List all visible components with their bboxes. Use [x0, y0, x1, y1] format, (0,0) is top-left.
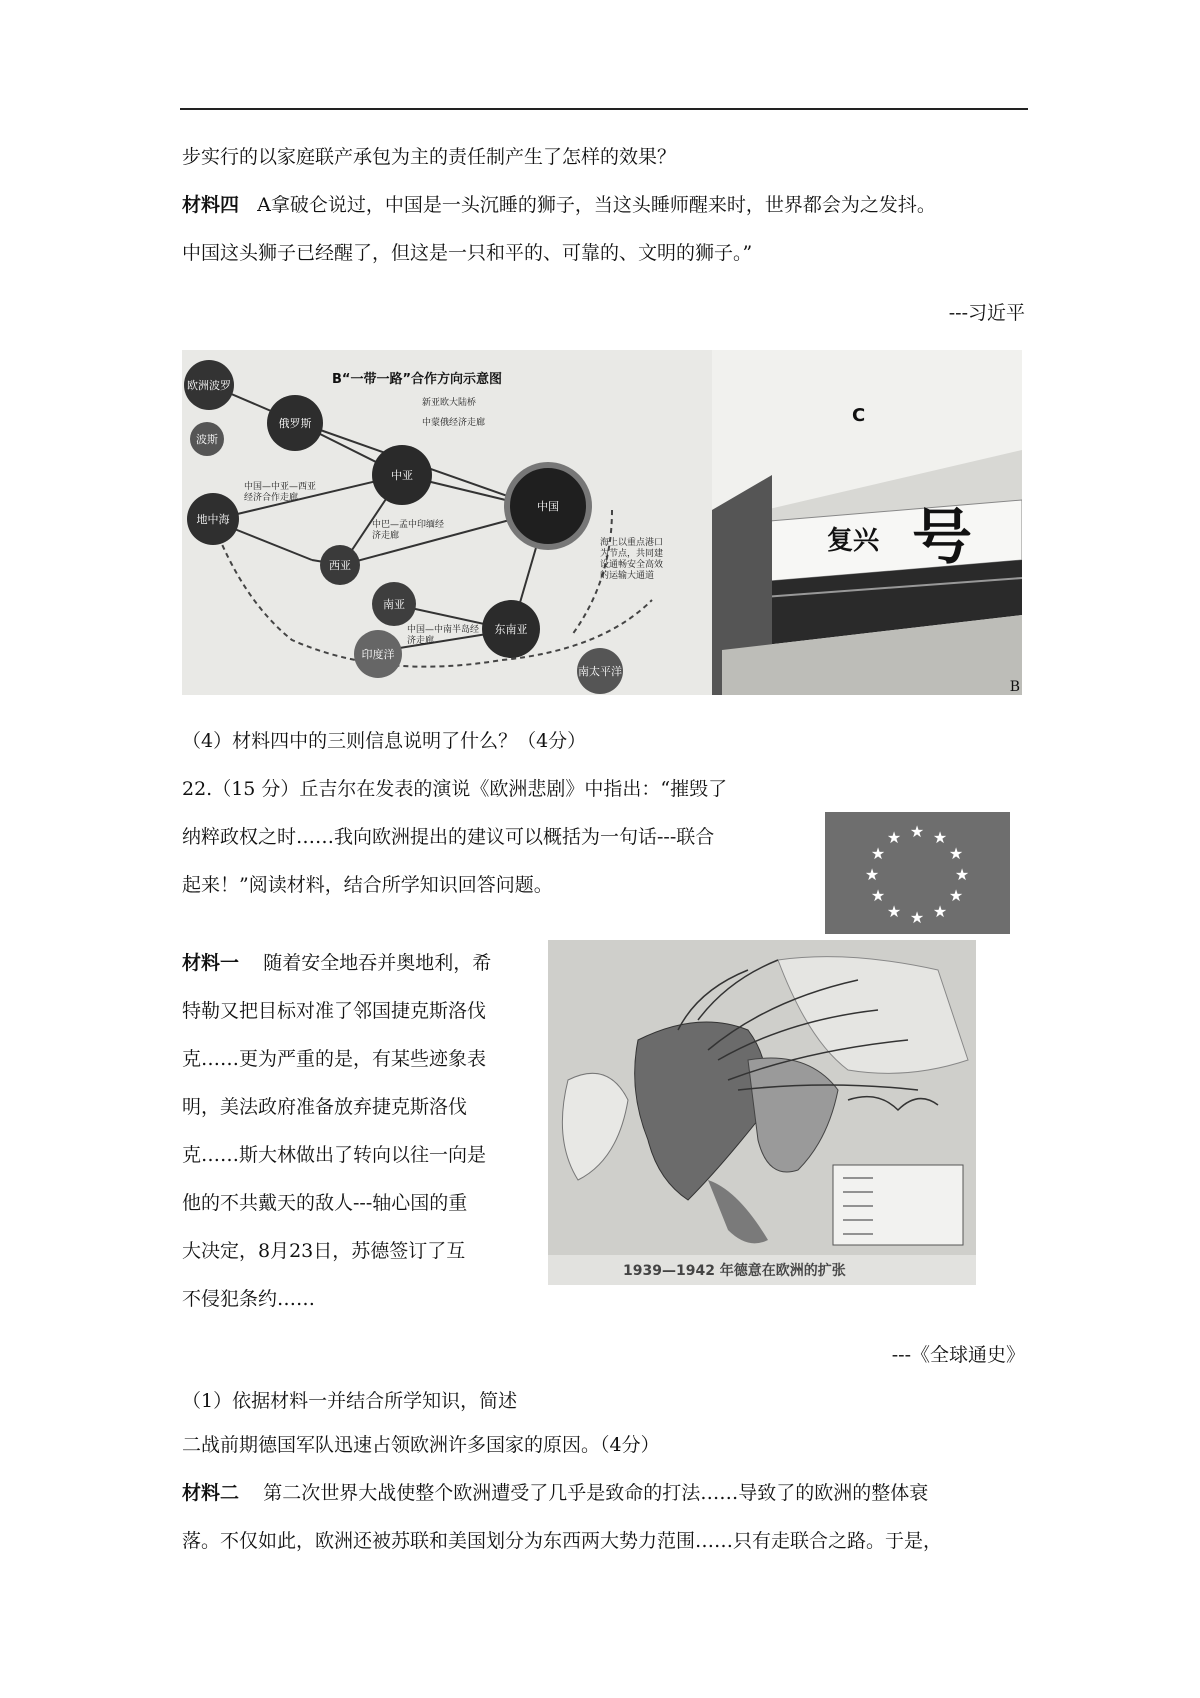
- map-illustration: [548, 940, 976, 1285]
- question-22: 纳粹政权之时……我向欧洲提出的建议可以概括为一句话---联合: [182, 826, 715, 848]
- material-four-line: [182, 192, 936, 218]
- text-line: 他的不共戴天的敌人---轴心国的重: [182, 1192, 468, 1214]
- material-text: 第二次世界大战使整个欧洲遭受了几乎是致命的打法……导致了的欧洲的整体衰: [263, 1482, 929, 1504]
- node: 波斯: [190, 422, 224, 456]
- node: 南亚: [372, 582, 416, 626]
- corridor-label: 海上以重点港口为节点，共同建设通畅安全高效的运输大通道: [600, 538, 664, 581]
- svg-text:★: ★: [948, 844, 964, 863]
- svg-text:★: ★: [948, 886, 964, 905]
- diagram-title: B“一带一路”合作方向示意图: [332, 372, 502, 387]
- node: 印度洋: [354, 630, 402, 678]
- material-two-line: [182, 1480, 928, 1506]
- svg-text:★: ★: [909, 908, 925, 927]
- svg-text:★: ★: [886, 828, 902, 847]
- source-attribution: ---《全球通史》: [891, 1344, 1025, 1366]
- text-line: 步实行的以家庭联产承包为主的责任制产生了怎样的效果？: [182, 146, 677, 168]
- svg-text:★: ★: [909, 822, 925, 841]
- eu-flag: [825, 812, 1010, 934]
- material-text: A拿破仑说过，中国是一头沉睡的狮子，当这头睡师醒来时，世界都会为之发抖。: [257, 194, 936, 216]
- svg-text:★: ★: [870, 844, 886, 863]
- svg-text:★: ★: [932, 902, 948, 921]
- svg-text:★: ★: [864, 865, 880, 884]
- node: 地中海: [187, 493, 239, 545]
- node: 东南亚: [482, 600, 540, 658]
- text-line: 落。不仅如此，欧洲还被苏联和美国划分为东西两大势力范围……只有走联合之路。于是，: [182, 1530, 943, 1552]
- node: 欧洲波罗: [184, 360, 234, 410]
- corner-label: B: [1009, 679, 1020, 695]
- question-one: 二战前期德国军队迅速占领欧洲许多国家的原因。（4分）: [182, 1434, 660, 1456]
- china-node: 中国: [504, 462, 592, 550]
- svg-text:★: ★: [932, 828, 948, 847]
- material-label: 材料一: [182, 952, 240, 974]
- node: 中亚: [372, 445, 432, 505]
- question-four: （4）材料四中的三则信息说明了什么？（4分）: [182, 730, 587, 752]
- question-22: 22.（15 分）丘吉尔在发表的演说《欧洲悲剧》中指出：“摧毁了: [182, 778, 728, 800]
- text-line: 克……更为严重的是，有某些迹象表: [182, 1048, 487, 1070]
- fuxing-train-photo: [712, 350, 1022, 695]
- eu-stars: [825, 812, 1010, 934]
- material-label: 材料四: [182, 194, 240, 216]
- node: 南太平洋: [577, 648, 623, 694]
- text-line: 大决定，8月23日，苏德签订了互: [182, 1240, 466, 1262]
- svg-text:★: ★: [886, 902, 902, 921]
- corridor-label: 中国—中南半岛经济走廊: [407, 625, 480, 646]
- source-attribution: ---习近平: [948, 302, 1025, 324]
- header-rule: [180, 108, 1028, 110]
- node: 俄罗斯: [267, 395, 323, 451]
- figure-label: C: [852, 405, 866, 426]
- corridor-label: 中巴—孟中印缅经济走廊: [372, 520, 445, 541]
- text-line: 不侵犯条约……: [182, 1288, 316, 1310]
- question-22: 起来！”阅读材料，结合所学知识回答问题。: [182, 874, 553, 896]
- text-line: 特勒又把目标对准了邻国捷克斯洛伐: [182, 1000, 487, 1022]
- map-caption: 1939—1942 年德意在欧洲的扩张: [623, 1263, 846, 1279]
- corridor-label: 中国—中亚—西亚经济合作走廊: [244, 482, 317, 503]
- train-text-large: 号: [912, 503, 972, 573]
- belt-road-diagram: [182, 350, 712, 695]
- text-line: 克……斯大林做出了转向以往一向是: [182, 1144, 487, 1166]
- material-one-line: [182, 950, 491, 976]
- svg-text:★: ★: [954, 865, 970, 884]
- train-text-small: 复兴: [827, 526, 880, 556]
- material-text: 随着安全地吞并奥地利，希: [263, 952, 492, 974]
- corridor-label: 新亚欧大陆桥: [422, 398, 477, 408]
- text-line: 明，美法政府准备放弃捷克斯洛伐: [182, 1096, 468, 1118]
- material-label: 材料二: [182, 1482, 240, 1504]
- question-one: （1）依据材料一并结合所学知识，简述: [182, 1390, 518, 1412]
- text-line: 中国这头狮子已经醒了，但这是一只和平的、可靠的、文明的狮子。”: [182, 242, 753, 264]
- europe-expansion-map: [548, 940, 976, 1285]
- svg-text:★: ★: [870, 886, 886, 905]
- corridor-label: 中蒙俄经济走廊: [422, 418, 486, 428]
- node: 西亚: [320, 545, 360, 585]
